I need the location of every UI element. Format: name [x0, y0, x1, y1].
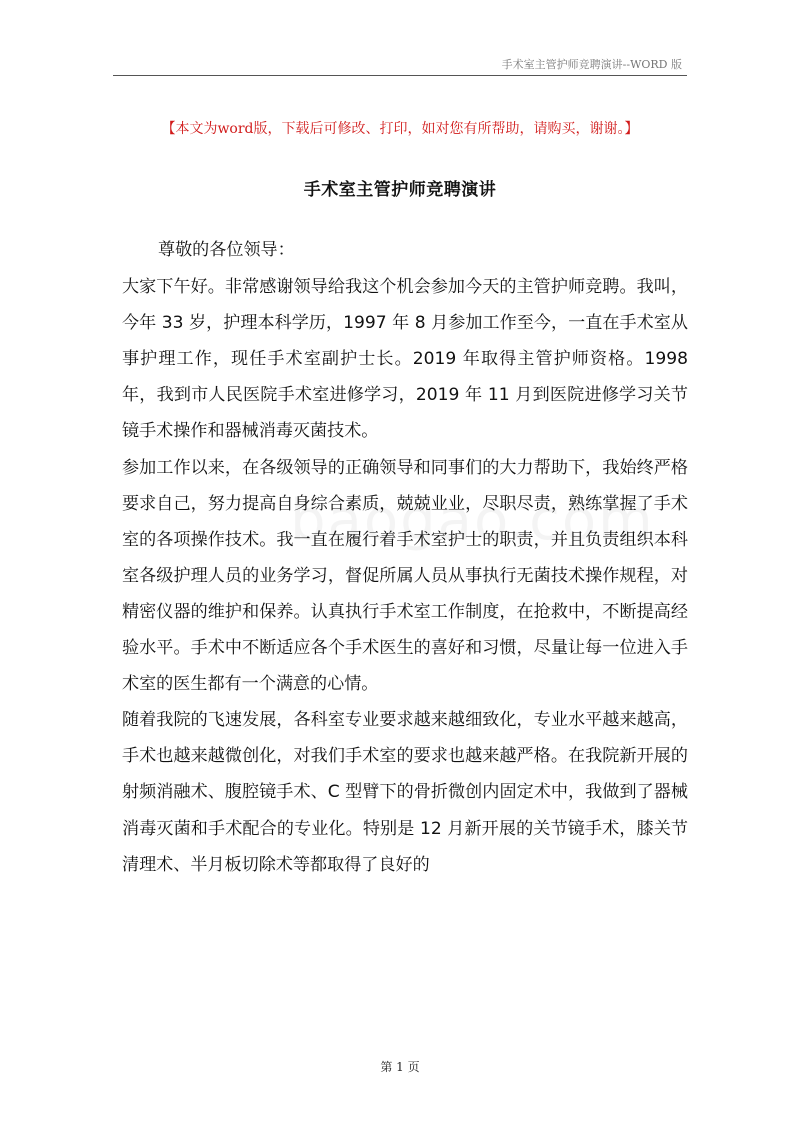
header-divider [113, 75, 687, 76]
paragraph-development: 随着我院的飞速发展，各科室专业要求越来越细致化，专业水平越来越高，手术也越来越微创化，对我们手术室的要求也越来越严格。在我院新开展的射频消融术、腹腔镜手术、C 型臂下的骨折微创内固定术中，我做到了器械消毒灭菌和手术配合的专业化。特别是 12 月新开展的关节镜手术，膝关节清理术、半月板切除术等都取得了良好的 [122, 710, 688, 875]
page-number: 第 1 页 [380, 1060, 420, 1074]
paragraph-introduction: 大家下午好。非常感谢领导给我这个机会参加今天的主管护师竞聘。我叫，今年 33 岁，护理本科学历，1997 年 8 月参加工作至今，一直在手术室从事护理工作，现任手术室副护士长。2019 年取得主管护师资格。1998 年，我到市人民医院手术室进修学习，2019 年 11 月到医院进修学习关节镜手术操作和器械消毒灭菌技术。 [122, 277, 688, 442]
download-notice: 【本文为word版，下载后可修改、打印，如对您有所帮助，请购买，谢谢。】 [161, 121, 639, 137]
page-title: 手术室主管护师竞聘演讲 [303, 180, 497, 200]
running-header: 手术室主管护师竞聘演讲--WORD 版 [501, 58, 682, 71]
document-body [122, 232, 688, 883]
salutation: 尊敬的各位领导： [158, 240, 295, 260]
paragraph-work-experience: 参加工作以来，在各级领导的正确领导和同事们的大力帮助下，我始终严格要求自己，努力提高自身综合素质，兢兢业业，尽职尽责，熟练掌握了手术室的各项操作技术。我一直在履行着手术室护士的职责，并且负责组织本科室各级护理人员的业务学习，督促所属人员从事执行无菌技术操作规程，对精密仪器的维护和保养。认真执行手术室工作制度，在抢救中，不断提高经验水平。手术中不断适应各个手术医生的喜好和习惯，尽量让每一位进入手术室的医生都有一个满意的心情。 [122, 457, 688, 695]
